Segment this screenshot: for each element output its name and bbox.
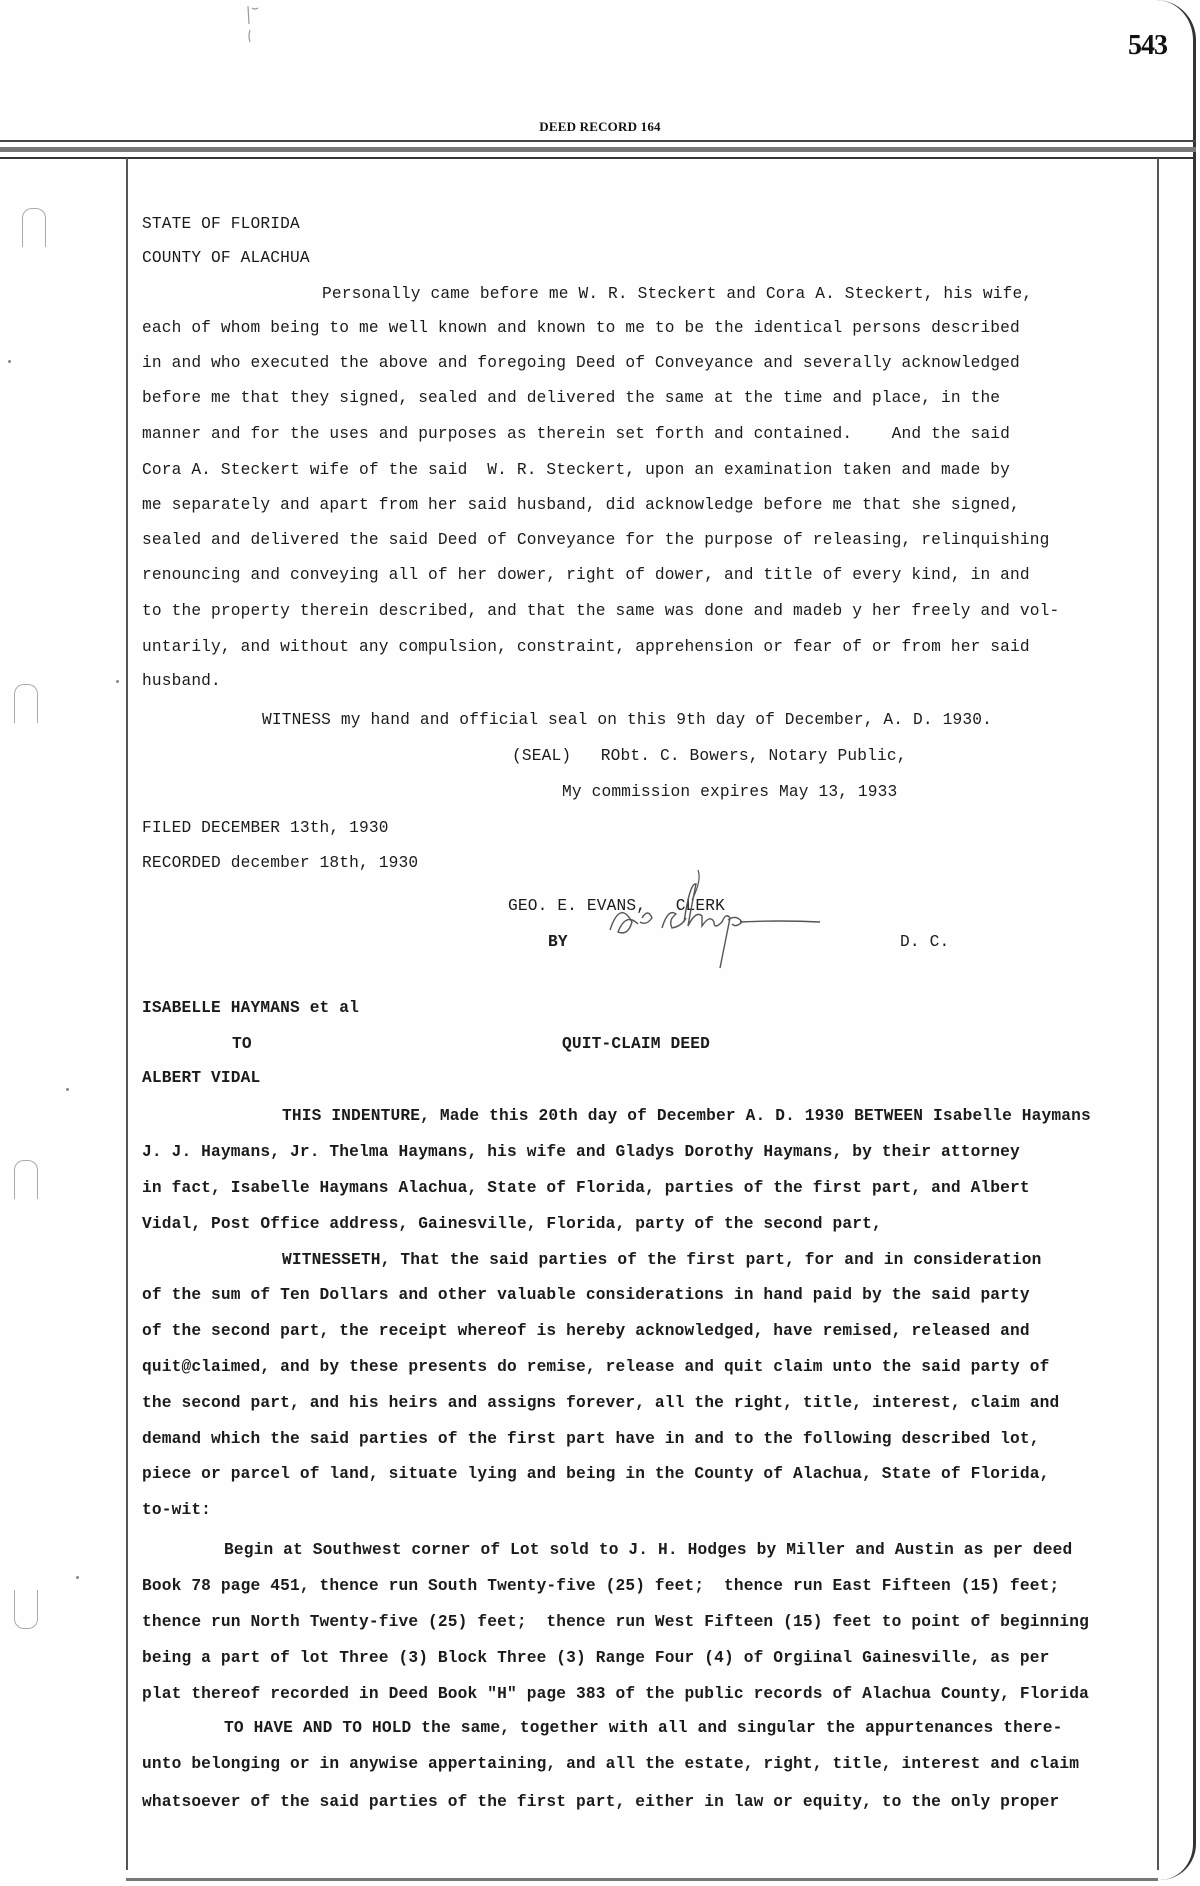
county-heading: COUNTY OF ALACHUA bbox=[142, 249, 310, 267]
ack-line: renouncing and conveying all of her dower, right of dower, and title of every kind, in and bbox=[142, 566, 1030, 584]
ink-smudge bbox=[240, 4, 270, 44]
binder-hole bbox=[14, 1590, 38, 1629]
witnesseth-line: quit@claimed, and by these presents do remise, release and quit claim unto the said party of bbox=[142, 1358, 1050, 1376]
right-margin-line bbox=[1157, 158, 1159, 1870]
indenture-line: J. J. Haymans, Jr. Thelma Haymans, his wife and Gladys Dorothy Haymans, by their attorney bbox=[142, 1143, 1020, 1161]
left-margin-line bbox=[126, 158, 128, 1870]
bottom-rule bbox=[126, 1878, 1158, 1881]
witnesseth-line: piece or parcel of land, situate lying and being in the County of Alachua, State of Florida, bbox=[142, 1465, 1050, 1483]
binder-hole bbox=[14, 1160, 38, 1199]
witnesseth-line: WITNESSETH, That the said parties of the first part, for and in consideration bbox=[282, 1251, 1042, 1269]
indenture-line: THIS INDENTURE, Made this 20th day of December A. D. 1930 BETWEEN Isabelle Haymans bbox=[282, 1107, 1091, 1125]
habendum-line: unto belonging or in anywise appertaining, and all the estate, right, title, interest and claim bbox=[142, 1755, 1080, 1773]
ack-line: sealed and delivered the said Deed of Conveyance for the purpose of releasing, relinquishing bbox=[142, 531, 1050, 549]
ack-line: untarily, and without any compulsion, constraint, apprehension or fear of or from her said bbox=[142, 638, 1030, 656]
ack-line: me separately and apart from her said husband, did acknowledge before me that she signed, bbox=[142, 496, 1020, 514]
speck bbox=[76, 1576, 79, 1579]
ack-line: manner and for the uses and purposes as therein set forth and contained. And the said bbox=[142, 425, 1011, 443]
description-line: Begin at Southwest corner of Lot sold to J. H. Hodges by Miller and Austin as per deed bbox=[224, 1541, 1073, 1559]
page-number: 543 bbox=[1128, 30, 1167, 61]
description-line: plat thereof recorded in Deed Book "H" page 383 of the public records of Alachua County, Florida bbox=[142, 1685, 1089, 1703]
notary-seal-line: (SEAL) RObt. C. Bowers, Notary Public, bbox=[512, 747, 907, 765]
ack-line: to the property therein described, and that the same was done and madeb y her freely and vol- bbox=[142, 602, 1060, 620]
header-rule bbox=[0, 147, 1196, 152]
indenture-line: in fact, Isabelle Haymans Alachua, State of Florida, parties of the first part, and Albert bbox=[142, 1179, 1030, 1197]
header-rule bbox=[0, 157, 1196, 159]
deed-type-title: QUIT-CLAIM DEED bbox=[562, 1035, 710, 1053]
ack-line: husband. bbox=[142, 672, 221, 690]
witness-line: WITNESS my hand and official seal on this 9th day of December, A. D. 1930. bbox=[262, 711, 992, 729]
filed-date: FILED DECEMBER 13th, 1930 bbox=[142, 819, 389, 837]
witnesseth-line: the second part, and his heirs and assigns forever, all the right, title, interest, claim and bbox=[142, 1394, 1060, 1412]
grantee-name: ALBERT VIDAL bbox=[142, 1069, 261, 1087]
indenture-line: Vidal, Post Office address, Gainesville, Florida, party of the second part, bbox=[142, 1215, 882, 1233]
binder-hole bbox=[22, 208, 46, 247]
witnesseth-line: of the sum of Ten Dollars and other valuable considerations in hand paid by the said party bbox=[142, 1286, 1030, 1304]
clerk-line: GEO. E. EVANS, CLERK bbox=[508, 897, 726, 915]
to-label: TO bbox=[232, 1035, 252, 1053]
ack-line: each of whom being to me well known and known to me to be the identical persons described bbox=[142, 319, 1020, 337]
speck bbox=[116, 680, 119, 683]
deputy-clerk-label: D. C. bbox=[900, 933, 950, 951]
header-rule bbox=[0, 140, 1196, 142]
speck bbox=[66, 1088, 69, 1091]
by-label: BY bbox=[548, 933, 568, 951]
description-line: thence run North Twenty-five (25) feet; thence run West Fifteen (15) feet to point of beginning bbox=[142, 1613, 1089, 1631]
ack-line: Cora A. Steckert wife of the said W. R. Steckert, upon an examination taken and made by bbox=[142, 461, 1011, 479]
witnesseth-line: to-wit: bbox=[142, 1501, 212, 1519]
ack-line: before me that they signed, sealed and delivered the same at the time and place, in the bbox=[142, 389, 1001, 407]
ack-line: Personally came before me W. R. Steckert and Cora A. Steckert, his wife, bbox=[322, 285, 1033, 303]
witnesseth-line: demand which the said parties of the first part have in and to the following described lot, bbox=[142, 1430, 1040, 1448]
binder-hole bbox=[14, 684, 38, 723]
habendum-line: TO HAVE AND TO HOLD the same, together with all and singular the appurtenances there- bbox=[224, 1719, 1063, 1737]
ack-line: in and who executed the above and foregoing Deed of Conveyance and severally acknowledged bbox=[142, 354, 1020, 372]
description-line: being a part of lot Three (3) Block Three (3) Range Four (4) of Orgiinal Gainesville, as per bbox=[142, 1649, 1050, 1667]
description-line: Book 78 page 451, thence run South Twenty-five (25) feet; thence run East Fifteen (15) feet; bbox=[142, 1577, 1060, 1595]
state-heading: STATE OF FLORIDA bbox=[142, 215, 300, 233]
habendum-line: whatsoever of the said parties of the first part, either in law or equity, to the only proper bbox=[142, 1793, 1060, 1811]
speck bbox=[8, 360, 11, 363]
clerk-signature bbox=[600, 860, 900, 970]
witnesseth-line: of the second part, the receipt whereof is hereby acknowledged, have remised, released and bbox=[142, 1322, 1030, 1340]
running-head: DEED RECORD 164 bbox=[539, 119, 661, 134]
grantor-name: ISABELLE HAYMANS et al bbox=[142, 999, 360, 1017]
recorded-date: RECORDED december 18th, 1930 bbox=[142, 854, 419, 872]
commission-line: My commission expires May 13, 1933 bbox=[562, 783, 898, 801]
